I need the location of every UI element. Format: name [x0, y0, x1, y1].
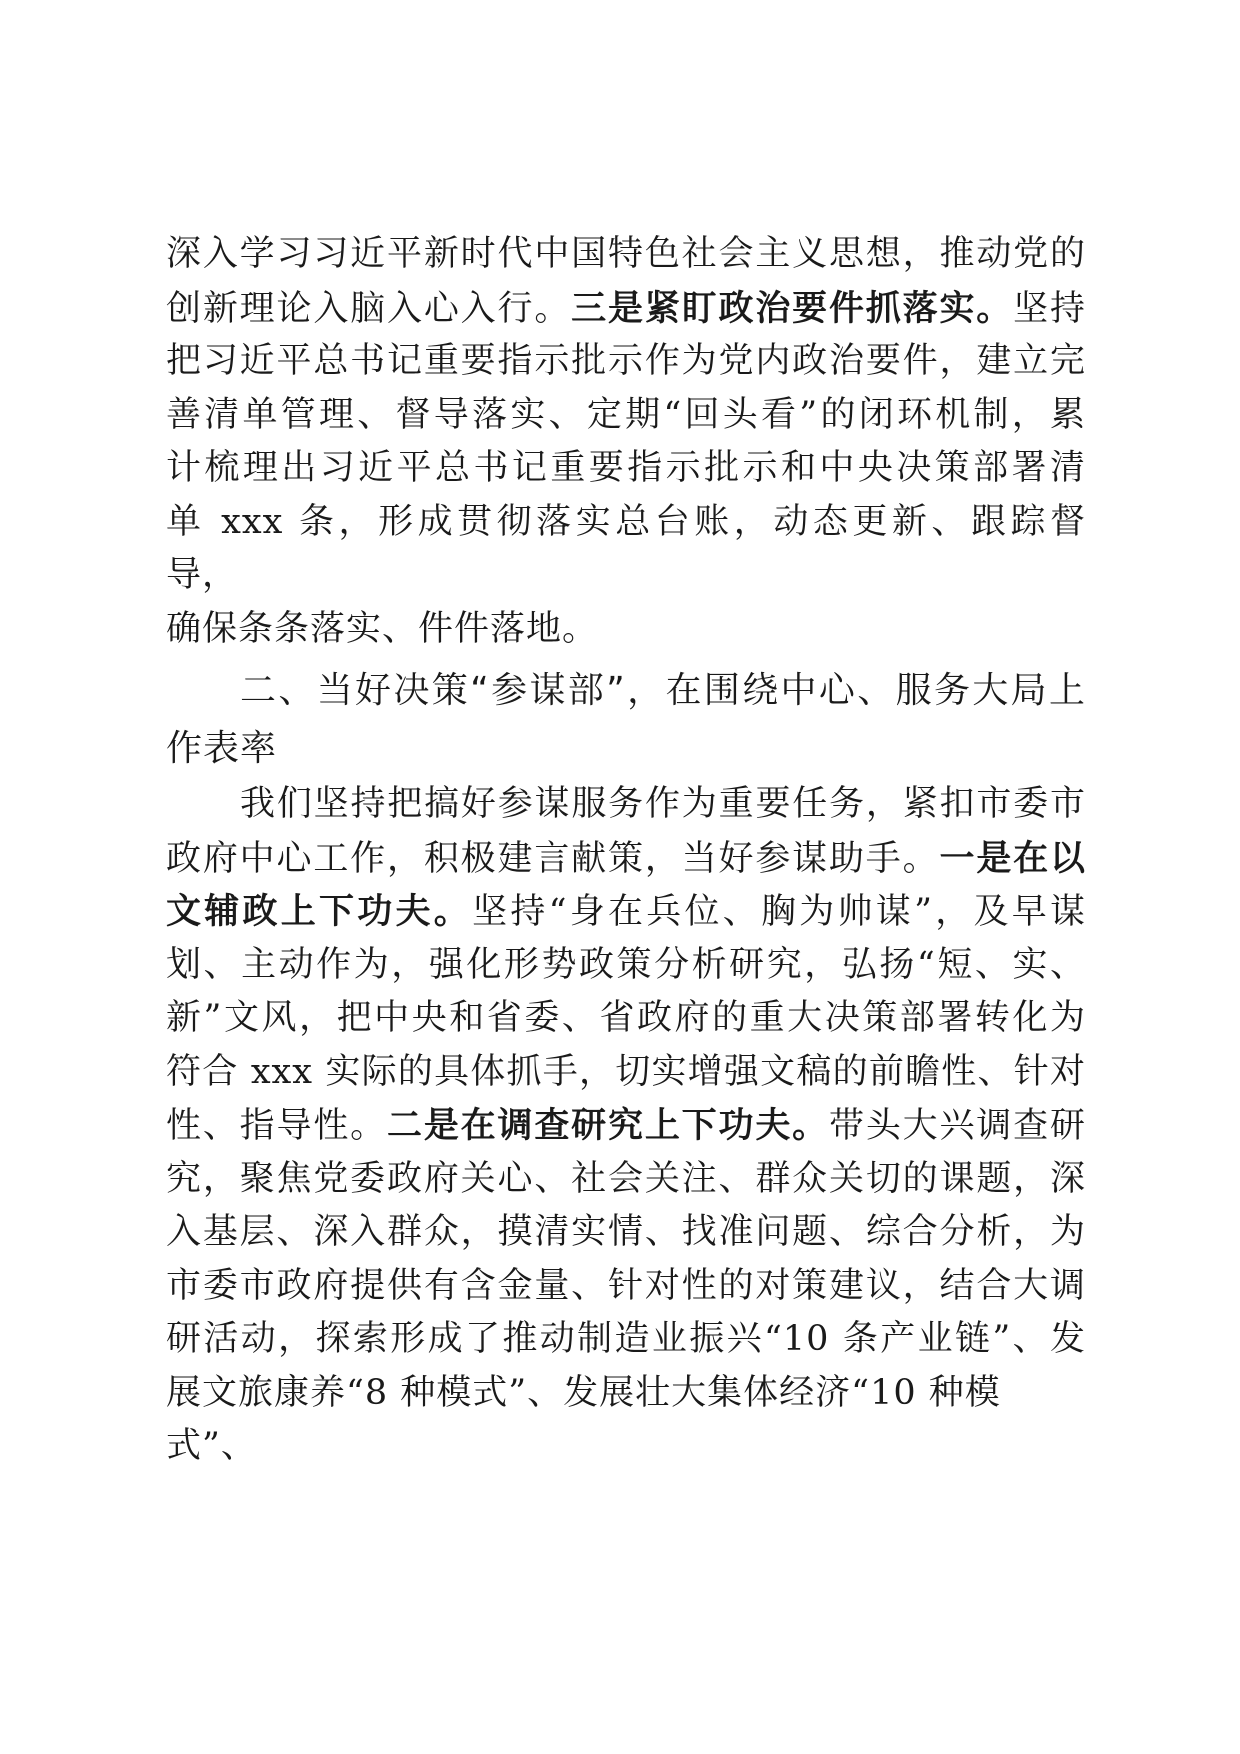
paragraph-line — [166, 389, 1086, 443]
heading-text: 二、当好决策“参谋部”，在围绕中心、服务大局上 — [240, 670, 1086, 711]
paragraph-line — [166, 335, 1086, 389]
document-body — [166, 228, 1086, 1474]
text-run: 划、主动作为，强化形势政策分析研究，弘扬“短、实、 — [166, 944, 1086, 985]
paragraph-line — [166, 549, 1086, 603]
paragraph-line — [166, 939, 1086, 993]
paragraph-line — [166, 778, 1086, 832]
text-run: 我们坚持把搞好参谋服务作为重要任务，紧扣市委市 — [240, 784, 1086, 824]
text-run: 新”文风，把中央和省委、省政府的重大决策部署转化为 — [166, 998, 1086, 1038]
paragraph-line — [166, 1367, 1086, 1421]
bold-lead-phrase: 三是紧盯政治要件抓落实。 — [571, 287, 1014, 329]
text-run: 计梳理出习近平总书记重要指示批示和中央决策部署清 — [166, 448, 1086, 488]
text-run: 导， — [166, 555, 239, 595]
paragraph-line — [166, 1153, 1086, 1207]
text-run: 市委市政府提供有含金量、针对性的对策建议，结合大调 — [166, 1265, 1086, 1306]
bold-lead-phrase: 文辅政上下功夫。 — [166, 891, 473, 932]
section-heading-continued — [166, 720, 1086, 778]
paragraph-line — [166, 1420, 1086, 1474]
paragraph-line — [166, 603, 1086, 657]
text-run: 式”、 — [166, 1426, 257, 1466]
text-run: 展文旅康养“8 种模式”、发展壮大集体经济“10 种模 — [166, 1372, 1001, 1413]
heading-text: 作表率 — [166, 728, 278, 769]
bold-lead-phrase: 一是在以 — [939, 837, 1086, 879]
paragraph-line — [166, 1099, 1086, 1153]
text-run: 坚持 — [1013, 288, 1086, 329]
text-run: 深入学习习近平新时代中国特色社会主义思想，推动党的 — [166, 234, 1086, 274]
paragraph-line — [166, 992, 1086, 1046]
text-run: 单 xxx 条，形成贯彻落实总台账，动态更新、跟踪督 — [166, 501, 1086, 542]
text-run: 究，聚焦党委政府关心、社会关注、群众关切的课题，深 — [166, 1158, 1086, 1199]
paragraph-line — [166, 282, 1086, 336]
paragraph-line — [166, 1260, 1086, 1314]
text-run: 性、指导性。 — [166, 1106, 387, 1146]
text-run: 善清单管理、督导落实、定期“回头看”的闭环机制，累 — [166, 394, 1086, 435]
section-heading — [166, 662, 1086, 720]
text-run: 创新理论入脑入心入行。 — [166, 288, 572, 329]
paragraph-line — [166, 1046, 1086, 1100]
text-run: 确保条条落实、件件落地。 — [166, 608, 599, 649]
paragraph-line — [166, 228, 1086, 282]
text-run: 符合 xxx 实际的具体抓手，切实增强文稿的前瞻性、针对 — [166, 1051, 1086, 1092]
paragraph-line — [166, 442, 1086, 496]
text-run: 入基层、深入群众，摸清实情、找准问题、综合分析，为 — [166, 1212, 1086, 1252]
text-run: 研活动，探索形成了推动制造业振兴“10 条产业链”、发 — [166, 1319, 1086, 1359]
text-run: 坚持“身在兵位、胸为帅谋”，及早谋 — [472, 892, 1086, 932]
text-run: 带头大兴调查研 — [828, 1106, 1086, 1146]
paragraph-line — [166, 832, 1086, 886]
paragraph-line — [166, 1313, 1086, 1367]
paragraph-line — [166, 1206, 1086, 1260]
text-run: 把习近平总书记重要指示批示作为党内政治要件，建立完 — [166, 341, 1086, 381]
paragraph-line — [166, 496, 1086, 550]
text-run: 政府中心工作，积极建言献策，当好参谋助手。 — [166, 838, 940, 879]
paragraph-line — [166, 885, 1086, 939]
bold-lead-phrase: 二是在调查研究上下功夫。 — [387, 1105, 829, 1146]
